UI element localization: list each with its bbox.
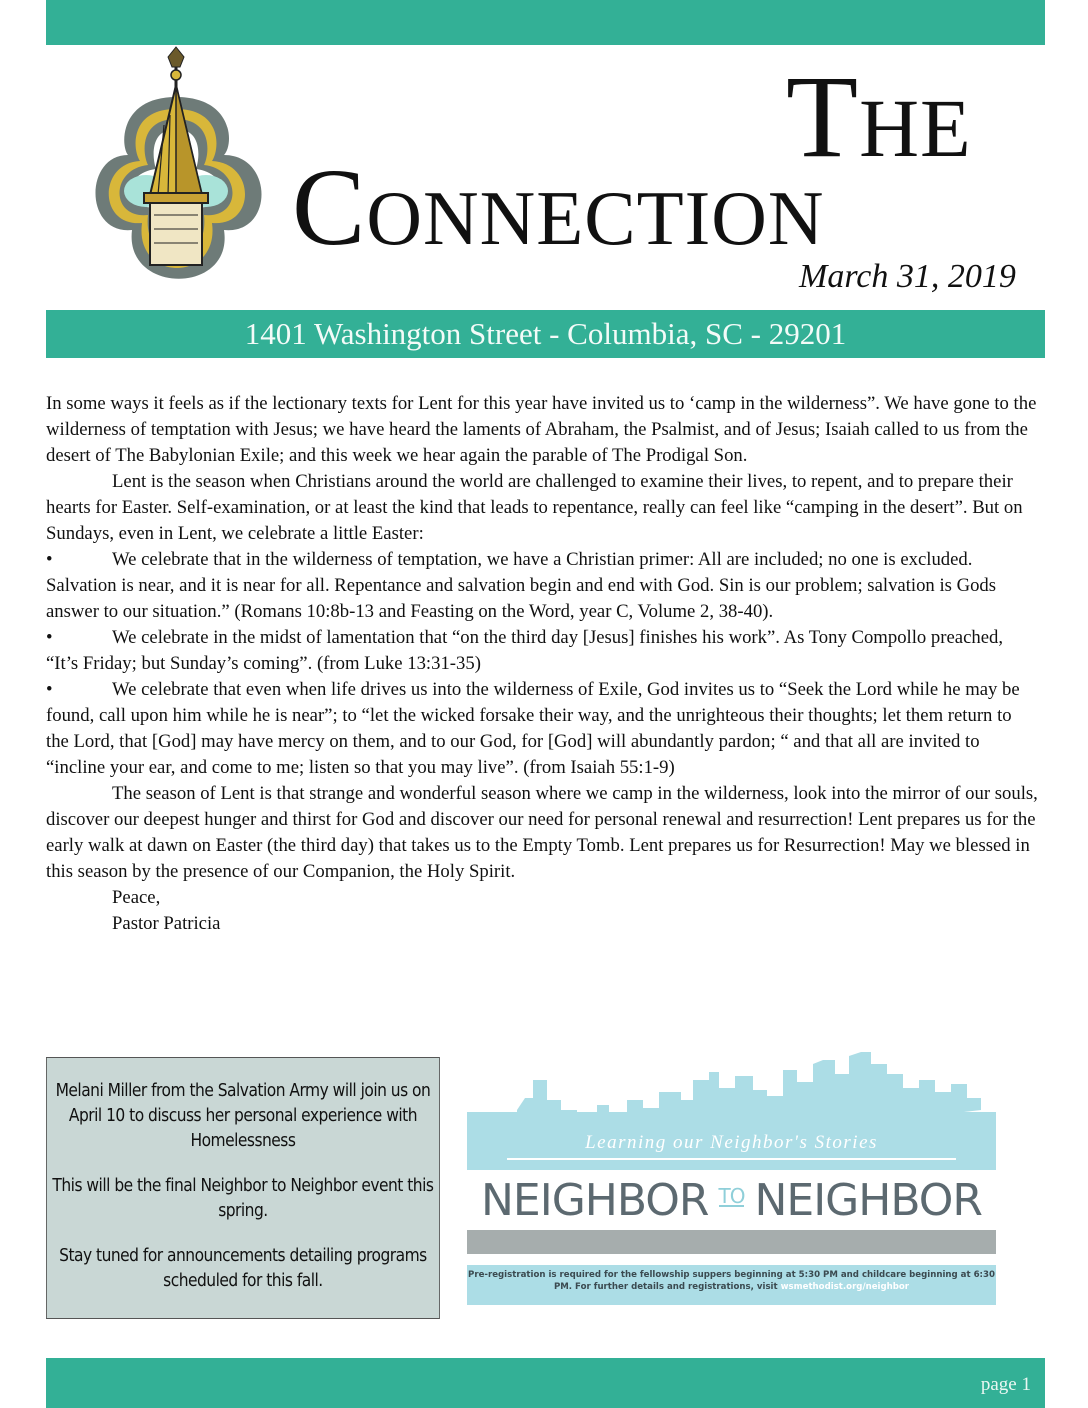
- letter-bullet-2: [46, 625, 1038, 677]
- neighbor-wordmark: [467, 1175, 996, 1226]
- letter-bullet-1: [46, 547, 1038, 625]
- announcement-line-3: Stay tuned for announcements detailing programs scheduled for this fall.: [59, 1245, 427, 1291]
- event-announcement-box: [46, 1057, 440, 1319]
- wordmark-right: NEIGHBOR: [754, 1175, 982, 1226]
- pastor-letter: [46, 391, 1038, 937]
- address-bar: [46, 310, 1045, 358]
- top-teal-bar: [46, 0, 1045, 45]
- bullet-icon: •: [46, 549, 53, 570]
- divider-line: [507, 1158, 956, 1160]
- registration-note: [467, 1265, 996, 1305]
- letter-bullet-3: [46, 677, 1038, 781]
- announcement-line-1: Melani Miller from the Salvation Army will join us on April 10 to discuss her personal experience with Homelessness: [55, 1080, 431, 1151]
- letter-paragraph-3: The season of Lent is that strange and wonderful season where we camp in the wilderness, look into the mirror of our souls, discover our deepest hunger and thirst for God and discover our need for personal renewal and resurrection! Lent prepares us for the early walk at dawn on Easter (the third day) that takes us to the Empty Tomb. Lent prepares us for Resurrection! May we blessed in this season by the presence of our Companion, the Holy Spirit.: [46, 783, 1038, 882]
- bullet-text: We celebrate that even when life drives us into the wilderness of Exile, God invites us to “Seek the Lord while he may be found, call upon him while he is near”; to “let the wicked forsake their way, and the unrighteous their thoughts; let them return to the Lord, that [God] may have mercy on them, and to our God, for [God] will abundantly pardon; “ and that all are invited to “incline your ear, and come to me; listen so that you may live”. (from Isaiah 55:1-9): [46, 679, 1020, 778]
- masthead-title-the: The: [786, 51, 972, 182]
- letter-signature: Pastor Patricia: [112, 913, 221, 934]
- church-address: 1401 Washington Street - Columbia, SC - 29201: [244, 316, 847, 351]
- gray-band: [467, 1230, 996, 1254]
- wordmark-to: TO: [718, 1184, 745, 1208]
- letter-paragraph-1: In some ways it feels as if the lectionary texts for Lent for this year have invited us to ‘camp in the wilderness”. We have gone to the wilderness of temptation with Jesus; we have heard the laments of Abraham, the Psalmist, and of Jesus; Isaiah called to us from the desert of The Babylonian Exile; and this week we hear again the parable of The Prodigal Son.: [46, 393, 1037, 466]
- bullet-icon: •: [46, 627, 53, 648]
- announcement-line-2: This will be the final Neighbor to Neighbor event this spring.: [52, 1175, 434, 1221]
- letter-closing: Peace,: [112, 887, 161, 908]
- letter-paragraph-2: Lent is the season when Christians around the world are challenged to examine their lives, to repent, and to prepare their hearts for Easter. Self-examination, or at least the kind that leads to repentance, really can feel like “camping in the desert”. But on Sundays, even in Lent, we celebrate a little Easter:: [46, 471, 1023, 544]
- page-number: page 1: [980, 1374, 1031, 1395]
- neighbor-to-neighbor-ad: [467, 1050, 996, 1305]
- masthead-title-connection: Connection: [292, 146, 825, 268]
- bullet-text: We celebrate that in the wilderness of temptation, we have a Christian primer: All are included; no one is excluded. Salvation is near, and it is near for all. Repentance and salvation begin and end with God. Sin is our problem; salvation is Gods answer to our situation.” (Romans 10:8b-13 and Feasting on the Word, year C, Volume 2, 38-40).: [46, 549, 997, 622]
- bullet-icon: •: [46, 679, 53, 700]
- church-steeple-logo: [84, 45, 268, 310]
- registration-link[interactable]: wsmethodist.org/neighbor: [780, 1282, 910, 1292]
- registration-note-text: Pre-registration is required for the fellowship suppers beginning at 5:30 PM and childcare beginning at 6:30 PM. For further details and registrations, visit: [468, 1270, 995, 1292]
- bullet-text: We celebrate in the midst of lamentation that “on the third day [Jesus] finishes his work”. As Tony Compollo preached, “It’s Friday; but Sunday’s coming”. (from Luke 13:31-35): [46, 627, 1004, 674]
- issue-date: March 31, 2019: [799, 258, 1016, 295]
- wordmark-left: NEIGHBOR: [481, 1175, 709, 1226]
- bottom-teal-bar: [46, 1358, 1045, 1408]
- neighbor-tagline: Learning our Neighbor's Stories: [585, 1132, 878, 1153]
